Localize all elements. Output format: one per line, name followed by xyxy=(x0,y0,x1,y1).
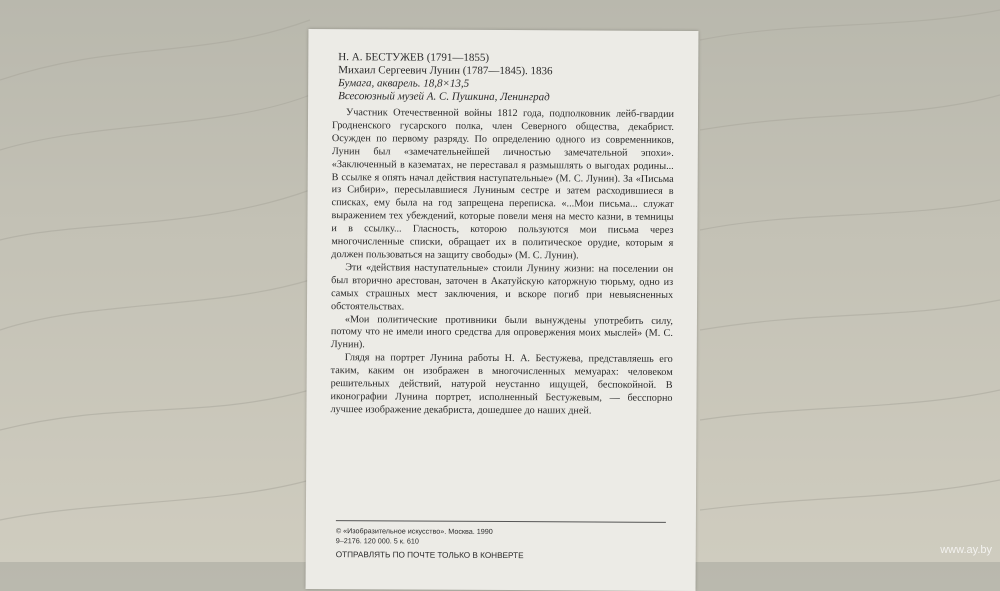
divider-line xyxy=(336,520,666,523)
postcard-back xyxy=(306,29,699,591)
work-title-line: Михаил Сергеевич Лунин (1787—1845). 1836 xyxy=(338,64,553,78)
mailing-note: ОТПРАВЛЯТЬ ПО ПОЧТЕ ТОЛЬКО В КОНВЕРТЕ xyxy=(335,550,524,561)
artist-line: Н. А. БЕСТУЖЕВ (1791—1855) xyxy=(338,51,490,64)
copyright-line: © «Изобразительное искусство». Москва. 1990 xyxy=(335,526,493,536)
medium-line: Бумага, акварель. 18,8×13,5 xyxy=(338,77,470,90)
publisher-info xyxy=(336,526,493,547)
description-text xyxy=(330,107,674,419)
paragraph-1: Участник Отечественной войны 1812 года, подполковник лейб-гвардии Гродненского гусарского полка, член Северного общества, декабрист. Осужден по первому разряду. По определению одного из современников, Лунин был «замечательнейшей личностью замечательной эпохи». «Заключенный в казематах, не переставал я размышлять о выгодах родины... В ссылке я опять начал действия наступательные» (М. С. Лунин). За «Письма из Сибири», пересылавшиеся Луниным сестре и затем расходившиеся в списках, ему была на год запрещена переписка. «...Мои письма... служат выражением тех убеждений, которые повели меня на место казни, в темницы и в ссылку... Гласность, которою пользуются мои письма через многочисленные списки, обращает их в политическое орудие, которым я должен пользоваться на защиту свободы» (М. С. Лунин). xyxy=(331,107,675,262)
paragraph-4: Глядя на портрет Лунина работы Н. А. Бестужева, представляешь его таким, каким он изображен в многочисленных мемуарах: человеком решительных действий, натурой неустанно ищущей, беспокойной. В иконографии Лунина портрет, исполненный Бестужевым, — бесспорно лучшее изображение декабриста, дошедшее до наших дней. xyxy=(330,352,673,417)
paragraph-3: «Мои политические противники были вынуждены употребить силу, потому что не имели иного средства для опровержения моих мыслей» (М. С. Лунин). xyxy=(330,313,673,351)
print-code-line: 9–2176. 120 000. 5 к. 610 xyxy=(335,536,419,546)
museum-line: Всесоюзный музей А. С. Пушкина, Ленинград xyxy=(338,90,550,104)
watermark: www.ay.by xyxy=(940,544,992,556)
paragraph-2: Эти «действия наступательные» стоили Лунину жизни: на поселении он был вторично арестован, заточен в Акатуйскую каторжную тюрьму, одно из самых страшных мест заключения, и вскоре погиб при невыясненных обстоятельствах. xyxy=(330,262,674,313)
caption-header xyxy=(338,51,553,104)
